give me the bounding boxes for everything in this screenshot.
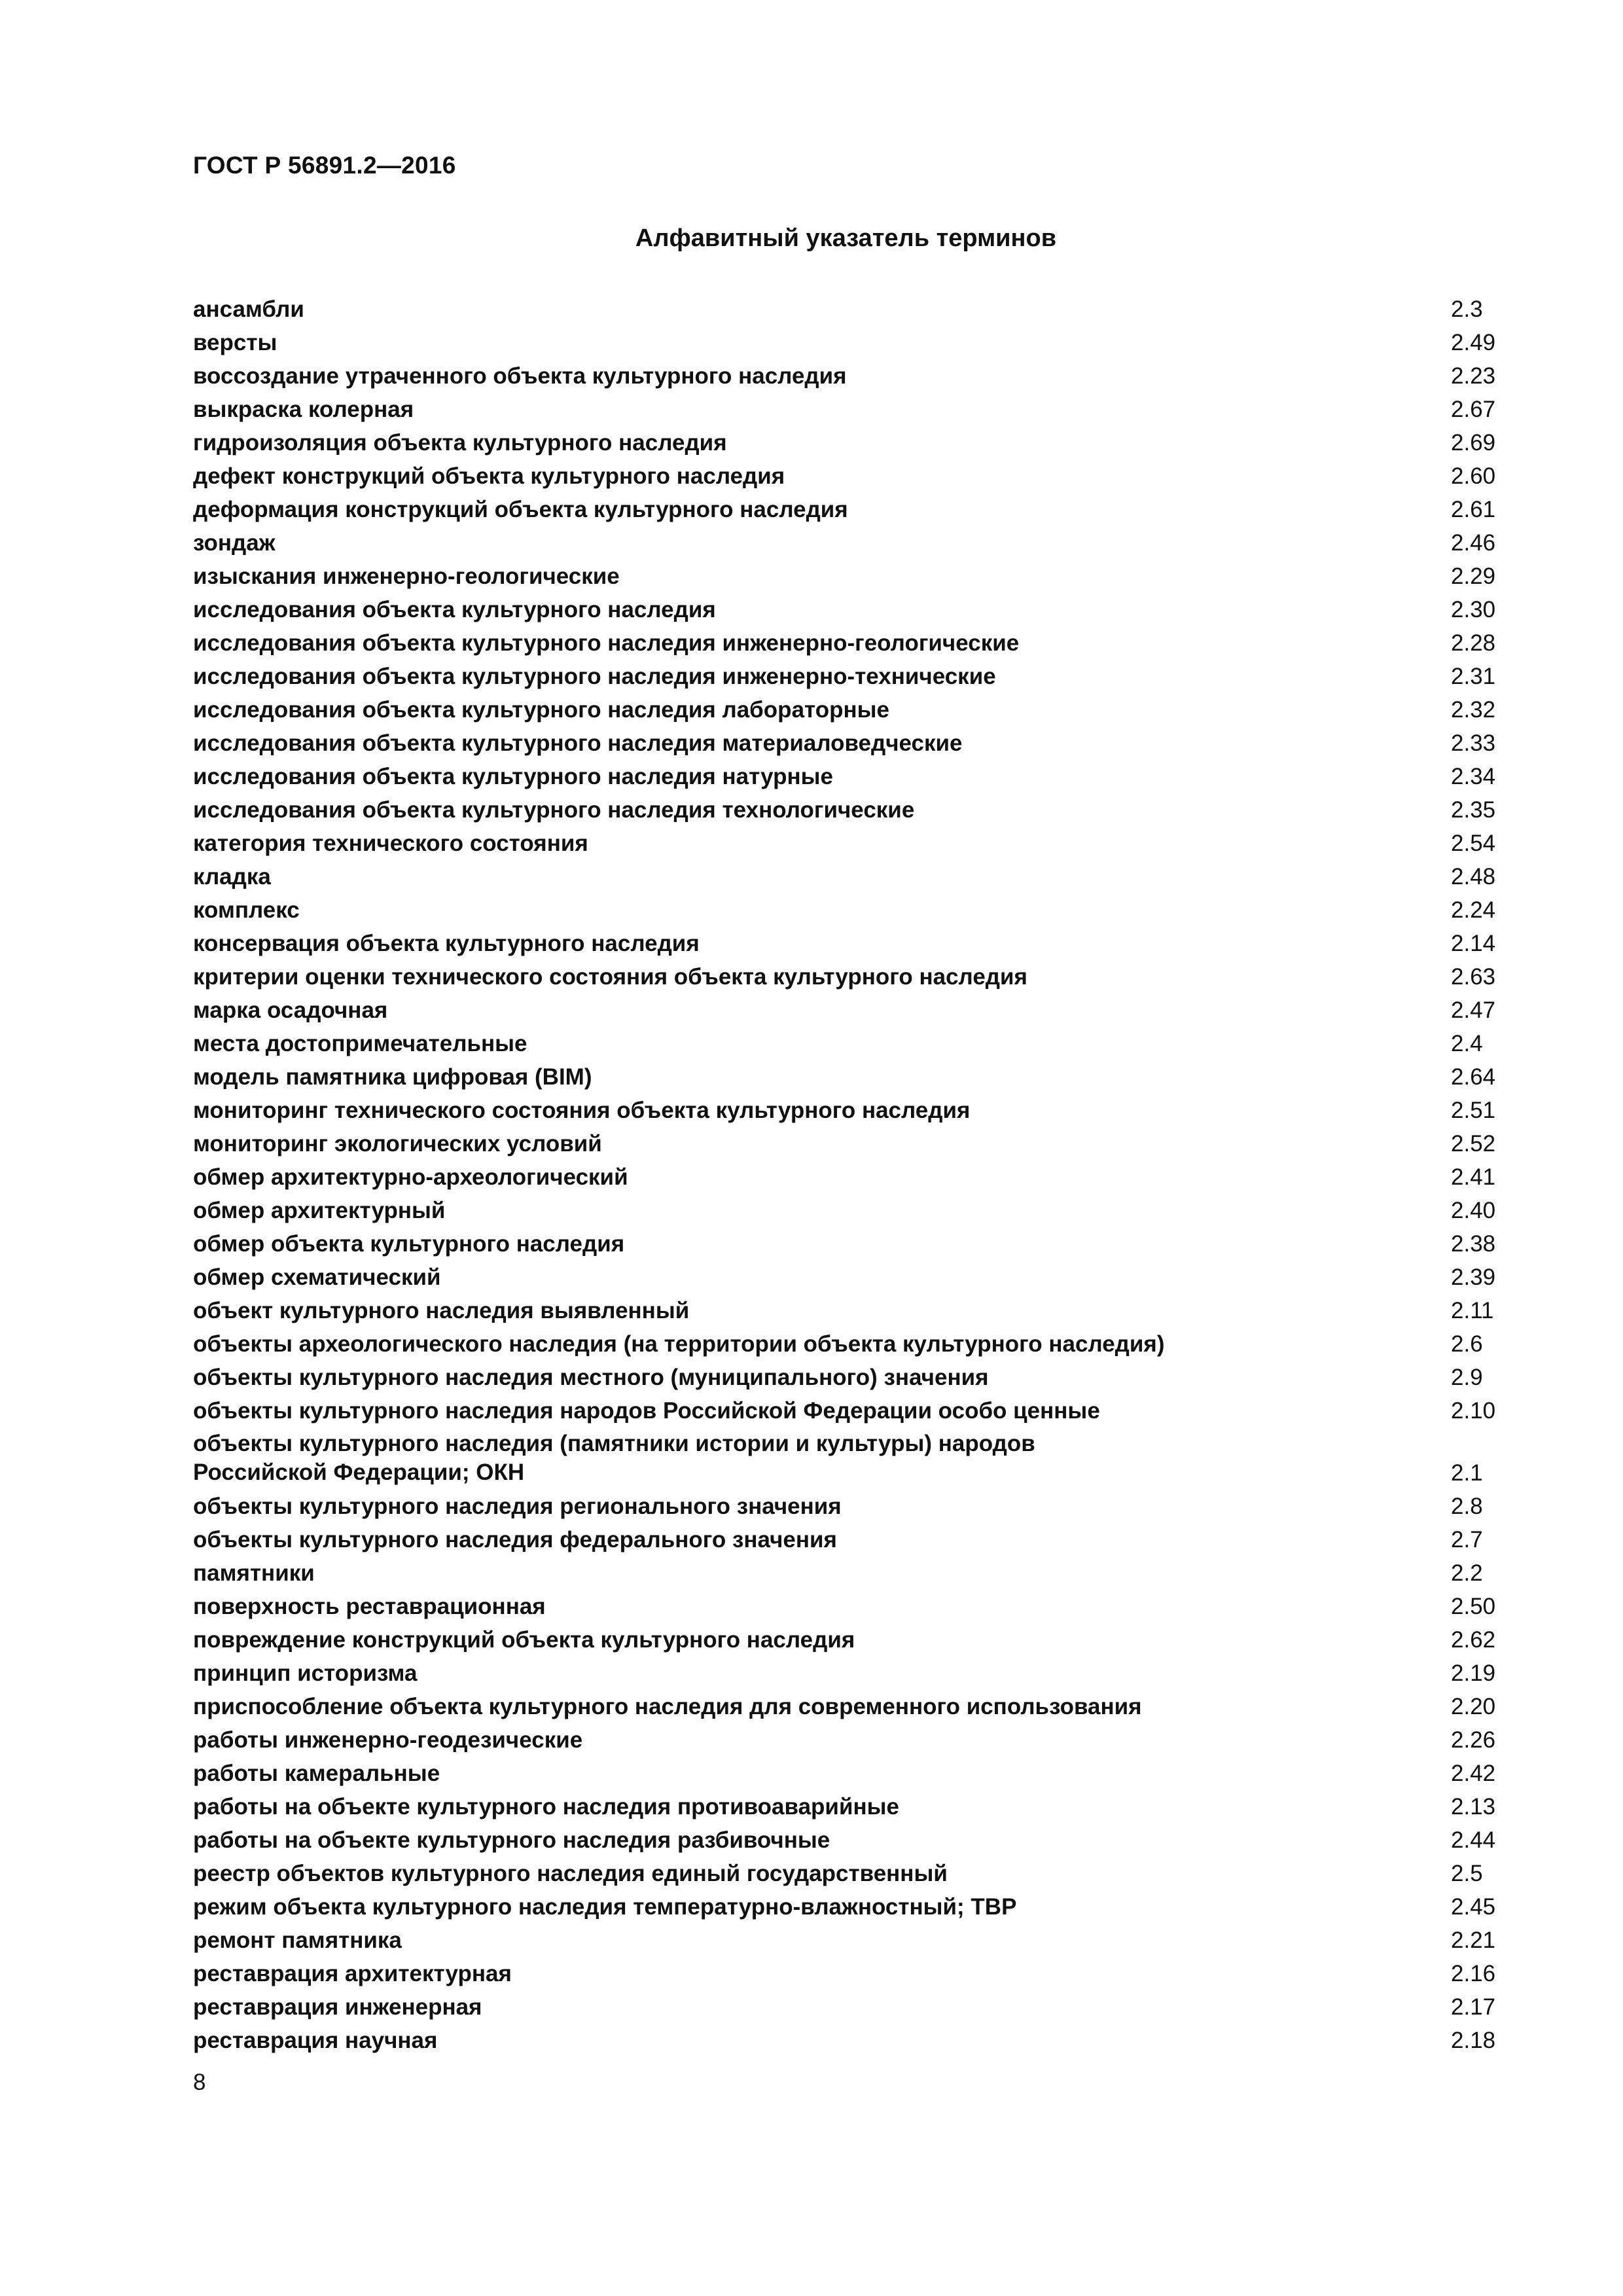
term-text: обмер архитектурный [193,1198,446,1223]
term-reference: 2.46 [1451,530,1496,556]
term-text: исследования объекта культурного наследия материаловедческие [193,730,963,756]
term-text: исследования объекта культурного наследия технологические [193,797,915,823]
term-text: памятники [193,1560,315,1586]
term-text: режим объекта культурного наследия температурно-влажностный; ТВР [193,1894,1017,1920]
term-text: ансамбли [193,296,304,322]
term-row [193,1490,1502,1523]
term-row [193,426,1502,459]
term-reference: 2.8 [1451,1494,1483,1519]
index-title: Алфавитный указатель терминов [635,224,1057,252]
term-row [193,994,1502,1027]
term-row [193,459,1502,493]
term-reference: 2.60 [1451,463,1496,489]
term-row [193,1160,1502,1194]
term-reference: 2.16 [1451,1961,1496,1986]
term-row [193,1990,1502,2024]
term-reference: 2.69 [1451,430,1496,456]
term-row [193,1427,1502,1490]
term-row [193,660,1502,693]
term-text: повреждение конструкций объекта культурного наследия [193,1627,855,1653]
term-row [193,793,1502,827]
term-reference: 2.3 [1451,296,1483,322]
term-reference: 2.39 [1451,1265,1496,1290]
term-text: исследования объекта культурного наследия натурные [193,764,833,789]
term-reference: 2.11 [1451,1298,1494,1323]
term-text: исследования объекта культурного наследия [193,597,716,622]
term-text: объекты культурного наследия федерального значения [193,1527,837,1552]
term-reference: 2.5 [1451,1861,1483,1886]
term-text: дефект конструкций объекта культурного наследия [193,463,785,489]
term-reference: 2.38 [1451,1231,1496,1257]
term-row [193,1723,1502,1757]
term-reference: 2.28 [1451,630,1496,656]
term-row [193,1924,1502,1957]
term-row [193,960,1502,994]
term-reference: 2.14 [1451,931,1496,956]
term-row [193,1327,1502,1361]
term-text: объекты археологического наследия (на территории объекта культурного наследия) [193,1331,1165,1357]
term-text: приспособление объекта культурного наследия для современного использования [193,1694,1142,1719]
term-text: исследования объекта культурного наследия лабораторные [193,697,889,723]
term-row [193,1823,1502,1857]
term-text: изыскания инженерно-геологические [193,564,620,589]
term-reference: 2.26 [1451,1727,1496,1753]
term-text: критерии оценки технического состояния объекта культурного наследия [193,964,1027,990]
term-row [193,1194,1502,1227]
term-reference: 2.4 [1451,1031,1483,1056]
term-row [193,927,1502,960]
term-row [193,1623,1502,1657]
term-text: мониторинг экологических условий [193,1131,602,1157]
term-text: места достопримечательные [193,1031,527,1056]
term-text: объект культурного наследия выявленный [193,1298,690,1323]
term-row [193,1556,1502,1590]
term-row [193,1790,1502,1823]
term-text: реставрация научная [193,2028,438,2053]
term-text: работы на объекте культурного наследия разбивочные [193,1827,830,1853]
term-reference: 2.47 [1451,997,1496,1023]
term-row [193,359,1502,393]
term-row [193,2024,1502,2057]
term-text: поверхность реставрационная [193,1594,546,1619]
term-reference: 2.48 [1451,864,1496,889]
term-text: обмер схематический [193,1265,441,1290]
term-reference: 2.30 [1451,597,1496,622]
term-text: ремонт памятника [193,1928,402,1953]
term-reference: 2.54 [1451,831,1496,856]
term-row [193,760,1502,793]
term-text: объекты культурного наследия (памятники истории и культуры) народов Российской Федерации; ОКН [193,1431,1035,1485]
term-text: обмер архитектурно-археологический [193,1164,628,1190]
term-row [193,1757,1502,1790]
term-reference: 2.49 [1451,330,1496,355]
term-text: объекты культурного наследия регионального значения [193,1494,842,1519]
term-reference: 2.19 [1451,1660,1496,1686]
term-text: работы инженерно-геодезические [193,1727,583,1753]
term-text: зондаж [193,530,276,556]
term-reference: 2.17 [1451,1994,1496,2020]
term-text: работы на объекте культурного наследия противоаварийные [193,1794,899,1820]
term-reference: 2.1 [1451,1460,1483,1486]
term-text: комплекс [193,897,300,923]
term-reference: 2.64 [1451,1064,1496,1090]
term-text: обмер объекта культурного наследия [193,1231,625,1257]
term-row [193,1094,1502,1127]
term-row [193,1394,1502,1427]
term-row [193,1060,1502,1094]
term-row [193,393,1502,426]
term-row [193,293,1502,326]
term-text: марка осадочная [193,997,388,1023]
term-reference: 2.23 [1451,363,1496,389]
term-text: выкраска колерная [193,397,414,422]
term-reference: 2.34 [1451,764,1496,789]
term-reference: 2.18 [1451,2028,1496,2053]
term-reference: 2.29 [1451,564,1496,589]
term-reference: 2.45 [1451,1894,1496,1920]
term-row [193,1027,1502,1060]
term-reference: 2.40 [1451,1198,1496,1223]
term-row [193,560,1502,593]
term-reference: 2.32 [1451,697,1496,723]
page-number: 8 [193,2070,206,2095]
term-reference: 2.20 [1451,1694,1496,1719]
term-row [193,493,1502,526]
term-reference: 2.41 [1451,1164,1496,1190]
term-row [193,1890,1502,1924]
term-reference: 2.61 [1451,497,1496,522]
term-reference: 2.50 [1451,1594,1496,1619]
term-reference: 2.9 [1451,1365,1483,1390]
term-row [193,626,1502,660]
term-index-list [193,293,1502,2057]
term-text: мониторинг технического состояния объекта культурного наследия [193,1098,971,1123]
term-reference: 2.7 [1451,1527,1483,1552]
term-reference: 2.52 [1451,1131,1496,1157]
term-row [193,1294,1502,1327]
term-reference: 2.51 [1451,1098,1496,1123]
term-row [193,726,1502,760]
term-reference: 2.67 [1451,397,1496,422]
term-reference: 2.63 [1451,964,1496,990]
term-row [193,893,1502,927]
term-reference: 2.42 [1451,1761,1496,1786]
term-text: работы камеральные [193,1761,440,1786]
term-reference: 2.24 [1451,897,1496,923]
term-text: реставрация архитектурная [193,1961,512,1986]
term-row [193,1361,1502,1394]
term-text: объекты культурного наследия народов Российской Федерации особо ценные [193,1398,1100,1424]
term-reference: 2.10 [1451,1398,1496,1424]
term-row [193,326,1502,359]
term-row [193,1857,1502,1890]
term-reference: 2.2 [1451,1560,1483,1586]
term-row [193,1957,1502,1990]
term-text: принцип историзма [193,1660,418,1686]
term-text: кладка [193,864,271,889]
term-reference: 2.62 [1451,1627,1496,1653]
term-row [193,1261,1502,1294]
term-text: реставрация инженерная [193,1994,482,2020]
term-reference: 2.33 [1451,730,1496,756]
term-text: консервация объекта культурного наследия [193,931,700,956]
term-text: воссоздание утраченного объекта культурного наследия [193,363,847,389]
term-text: модель памятника цифровая (BIM) [193,1064,592,1090]
term-row [193,1690,1502,1723]
term-text: гидроизоляция объекта культурного наследия [193,430,727,456]
term-row [193,1227,1502,1261]
term-reference: 2.31 [1451,664,1496,689]
term-reference: 2.6 [1451,1331,1483,1357]
term-text: исследования объекта культурного наследия инженерно-технические [193,664,996,689]
term-row [193,1657,1502,1690]
term-text: деформация конструкций объекта культурного наследия [193,497,848,522]
term-row [193,693,1502,726]
term-text: категория технического состояния [193,831,588,856]
term-text: реестр объектов культурного наследия единый государственный [193,1861,948,1886]
term-row [193,827,1502,860]
term-row [193,1523,1502,1556]
term-row [193,526,1502,560]
term-row [193,593,1502,626]
term-text: версты [193,330,277,355]
term-text: исследования объекта культурного наследия инженерно-геологические [193,630,1020,656]
term-row [193,1127,1502,1160]
term-reference: 2.21 [1451,1928,1496,1953]
term-reference: 2.13 [1451,1794,1496,1820]
term-reference: 2.44 [1451,1827,1496,1853]
term-row [193,1590,1502,1623]
term-text: объекты культурного наследия местного (муниципального) значения [193,1365,989,1390]
term-row [193,860,1502,893]
document-header: ГОСТ Р 56891.2—2016 [193,152,456,179]
term-reference: 2.35 [1451,797,1496,823]
